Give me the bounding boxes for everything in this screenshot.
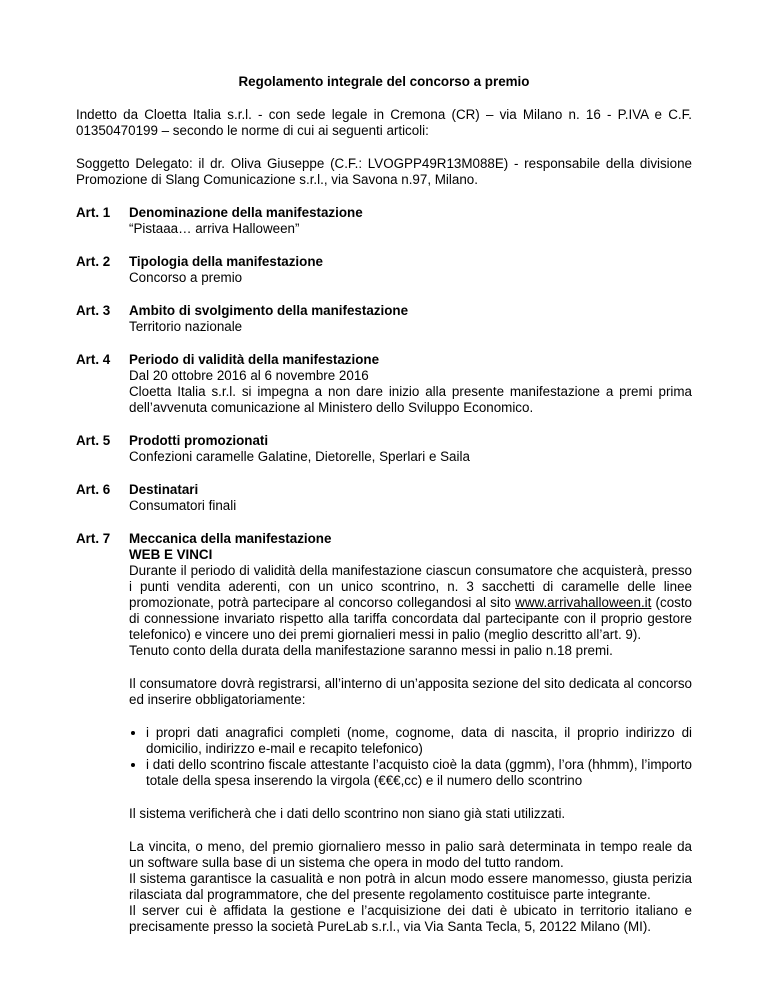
article-number: Art. 7 [76,531,111,546]
article-number: Art. 3 [76,303,111,318]
website-link[interactable]: www.arrivahalloween.it [515,595,652,610]
article-text-2: Cloetta Italia s.r.l. si impegna a non dare inizio alla presente manifestazione a premi prima dell’avvenuta comunicazione al Ministero dello Sviluppo Economico. [129,384,692,415]
article-number: Art. 5 [76,433,111,448]
article-6 [76,482,692,514]
mechanics-paragraph [129,563,692,659]
article-text: Territorio nazionale [129,319,243,334]
delegate-paragraph: Soggetto Delegato: il dr. Oliva Giuseppe (C.F.: LVOGPP49R13M088E) - responsabile della divisione Promozione di Slang Comunicazione s.r.l., via Savona n.97, Milano. [76,156,692,187]
random-text-a: La vincita, o meno, del premio giornaliero messo in palio sarà determinata in tempo reale da un software sulla base di un sistema che opera in modo del tutto random. [129,839,692,870]
article-number: Art. 6 [76,482,111,497]
article-2 [76,254,692,286]
article-7 [76,531,692,935]
article-text: Confezioni caramelle Galatine, Dietorelle, Sperlari e Saila [129,449,470,464]
article-4 [76,352,692,416]
mechanics-text-c: Tenuto conto della durata della manifestazione saranno messi in palio n.18 premi. [129,643,613,658]
list-item: • i propri dati anagrafici completi (nome, cognome, data di nascita, il proprio indirizzo di domicilio, indirizzo e-mail e recapito telefonico) [146,725,692,757]
article-title: Denominazione della manifestazione [129,205,363,220]
article-1 [76,205,692,237]
article-text: Concorso a premio [129,270,243,285]
article-number: Art. 2 [76,254,111,269]
mechanics-text-b: (costo di connessione invariato rispetto alla tariffa concordata dal partecipante con il proprio gestore telefonico) e vincere uno dei premi giornalieri messi in palio (meglio descritto all’art. 9). [129,595,693,642]
document-page [76,74,692,952]
intro-paragraph: Indetto da Cloetta Italia s.r.l. - con sede legale in Cremona (CR) – via Milano n. 16 - P.IVA e C.F. 01350470199 – secondo le norme di cui ai seguenti articoli: [76,107,692,138]
article-subtitle: WEB E VINCI [129,547,213,562]
article-title: Destinatari [129,482,199,497]
article-5 [76,433,692,465]
random-text-b: Il sistema garantisce la casualità e non potrà in alcun modo essere manomesso, giusta perizia rilasciata dal programmatore, che del presente regolamento costituisce parte integrante. [129,871,692,902]
random-text-c: Il server cui è affidata la gestione e l’acquisizione dei dati è ubicato in territorio italiano e precisamente presso la società PureLab s.r.l., via Via Santa Tecla, 5, 20122 Milano (MI). [129,903,692,934]
article-number: Art. 1 [76,205,111,220]
document-title: Regolamento integrale del concorso a premio [238,74,530,89]
list-item: • i dati dello scontrino fiscale attestante l’acquisto cioè la data (ggmm), l’ora (hhmm), l’importo totale della spesa inserendo la virgola (€€€,cc) e il numero dello scontrino [146,757,692,789]
article-number: Art. 4 [76,352,111,367]
article-title: Periodo di validità della manifestazione [129,352,380,367]
article-text: Consumatori finali [129,498,237,513]
article-text: Dal 20 ottobre 2016 al 6 novembre 2016 [129,368,369,383]
article-title: Tipologia della manifestazione [129,254,323,269]
article-title: Ambito di svolgimento della manifestazione [129,303,409,318]
verification-paragraph: Il sistema verificherà che i dati dello scontrino non siano già stati utilizzati. [129,806,566,821]
mechanics-text-a: Durante il periodo di validità della manifestazione ciascun consumatore che acquisterà, presso i punti vendita aderenti, con un unico scontrino, n. 3 sacchetti di caramelle delle linee promozionate, potrà partecipare al concorso collegandosi al sito [129,563,692,610]
article-3 [76,303,692,335]
article-text: “Pistaaa… arriva Halloween” [129,221,300,236]
required-data-list [129,725,692,789]
registration-paragraph: Il consumatore dovrà registrarsi, all’interno di un’apposita sezione del sito dedicata al concorso ed inserire obbligatoriamente: [129,676,692,707]
article-title: Prodotti promozionati [129,433,269,448]
article-title: Meccanica della manifestazione [129,531,332,546]
random-system-paragraph [129,839,692,935]
